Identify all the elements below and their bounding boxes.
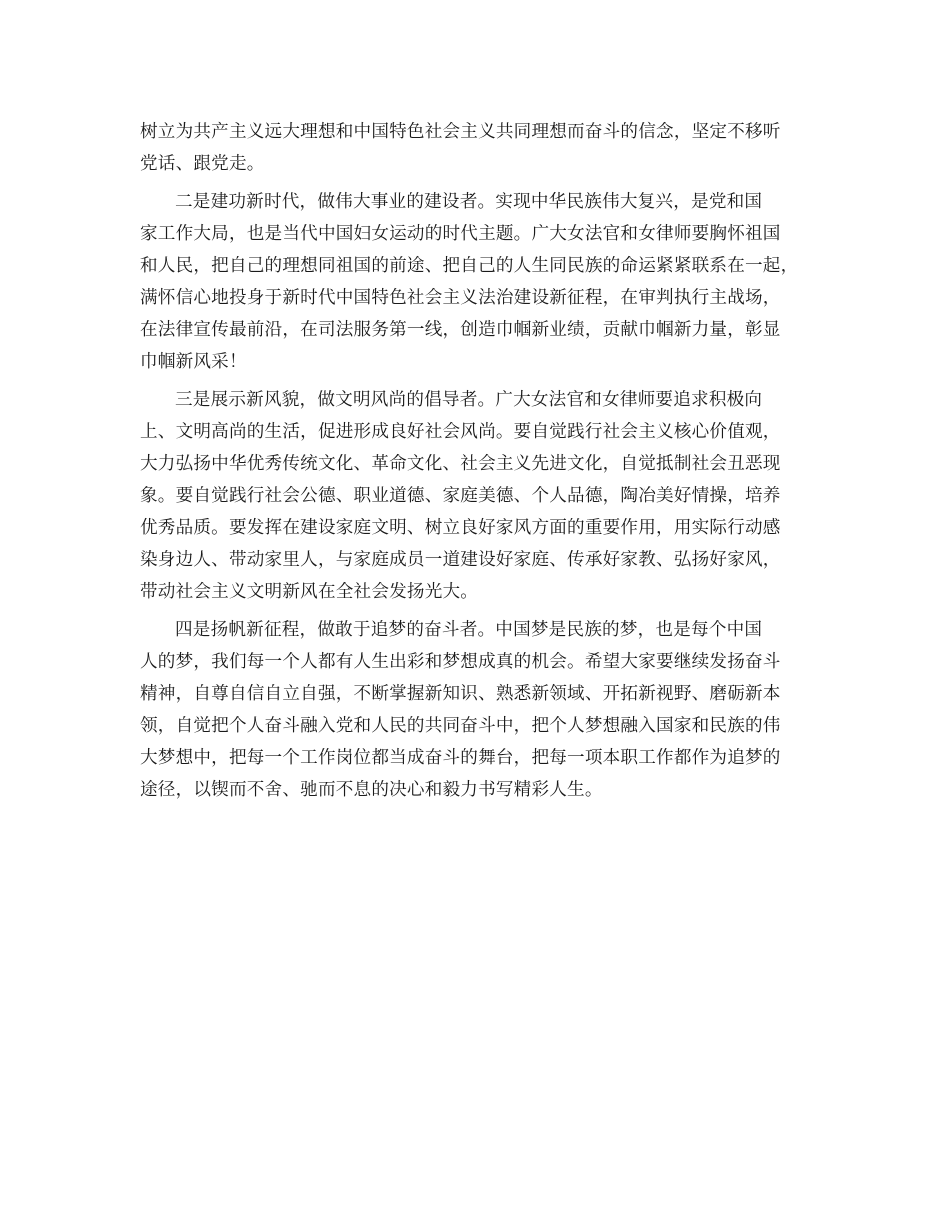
paragraph-continuation <box>140 116 830 180</box>
text-line: 染身边人、带动家里人，与家庭成员一道建设好家庭、传承好家教、弘扬好家风， <box>140 550 781 570</box>
text-line: 二是建功新时代，做伟大事业的建设者。实现中华民族伟大复兴，是党和国 <box>175 192 763 212</box>
text-line: 象。要自觉践行社会公德、职业道德、家庭美德、个人品德，陶冶美好情操，培养 <box>140 486 781 506</box>
text-line: 人的梦，我们每一个人都有人生出彩和梦想成真的机会。希望大家要继续发扬奋斗 <box>140 652 781 672</box>
text-line: 途径，以锲而不舍、驰而不息的决心和毅力书写精彩人生。 <box>140 780 603 800</box>
text-line: 大力弘扬中华优秀传统文化、革命文化、社会主义先进文化，自觉抵制社会丑恶现 <box>140 454 781 474</box>
text-line: 四是扬帆新征程，做敢于追梦的奋斗者。中国梦是民族的梦，也是每个中国 <box>175 620 763 640</box>
text-line: 带动社会主义文明新风在全社会发扬光大。 <box>140 582 479 602</box>
text-line: 党话、跟党走。 <box>140 154 265 174</box>
text-line: 领，自觉把个人奋斗融入党和人民的共同奋斗中，把个人梦想融入国家和民族的伟 <box>140 716 781 736</box>
document-body <box>140 116 830 812</box>
text-line: 在法律宣传最前沿，在司法服务第一线，创造巾帼新业绩，贡献巾帼新力量，彰显 <box>140 320 781 340</box>
text-line: 精神，自尊自信自立自强，不断掌握新知识、熟悉新领域、开拓新视野、磨砺新本 <box>140 684 781 704</box>
text-line: 大梦想中，把每一个工作岗位都当成奋斗的舞台，把每一项本职工作都作为追梦的 <box>140 748 781 768</box>
paragraph-four <box>140 614 830 806</box>
text-line: 树立为共产主义远大理想和中国特色社会主义共同理想而奋斗的信念，坚定不移听 <box>140 122 781 142</box>
text-line: 三是展示新风貌，做文明风尚的倡导者。广大女法官和女律师要追求积极向 <box>175 390 763 410</box>
text-line: 优秀品质。要发挥在建设家庭文明、树立良好家风方面的重要作用，用实际行动感 <box>140 518 781 538</box>
text-line: 满怀信心地投身于新时代中国特色社会主义法治建设新征程，在审判执行主战场， <box>140 288 781 308</box>
text-line: 巾帼新风采！ <box>140 352 247 372</box>
text-line: 上、文明高尚的生活，促进形成良好社会风尚。要自觉践行社会主义核心价值观， <box>140 422 781 442</box>
text-line: 和人民，把自己的理想同祖国的前途、把自己的人生同民族的命运紧紧联系在一起， <box>140 256 799 276</box>
text-line: 家工作大局，也是当代中国妇女运动的时代主题。广大女法官和女律师要胸怀祖国 <box>140 224 781 244</box>
paragraph-three <box>140 384 830 608</box>
paragraph-two <box>140 186 830 378</box>
